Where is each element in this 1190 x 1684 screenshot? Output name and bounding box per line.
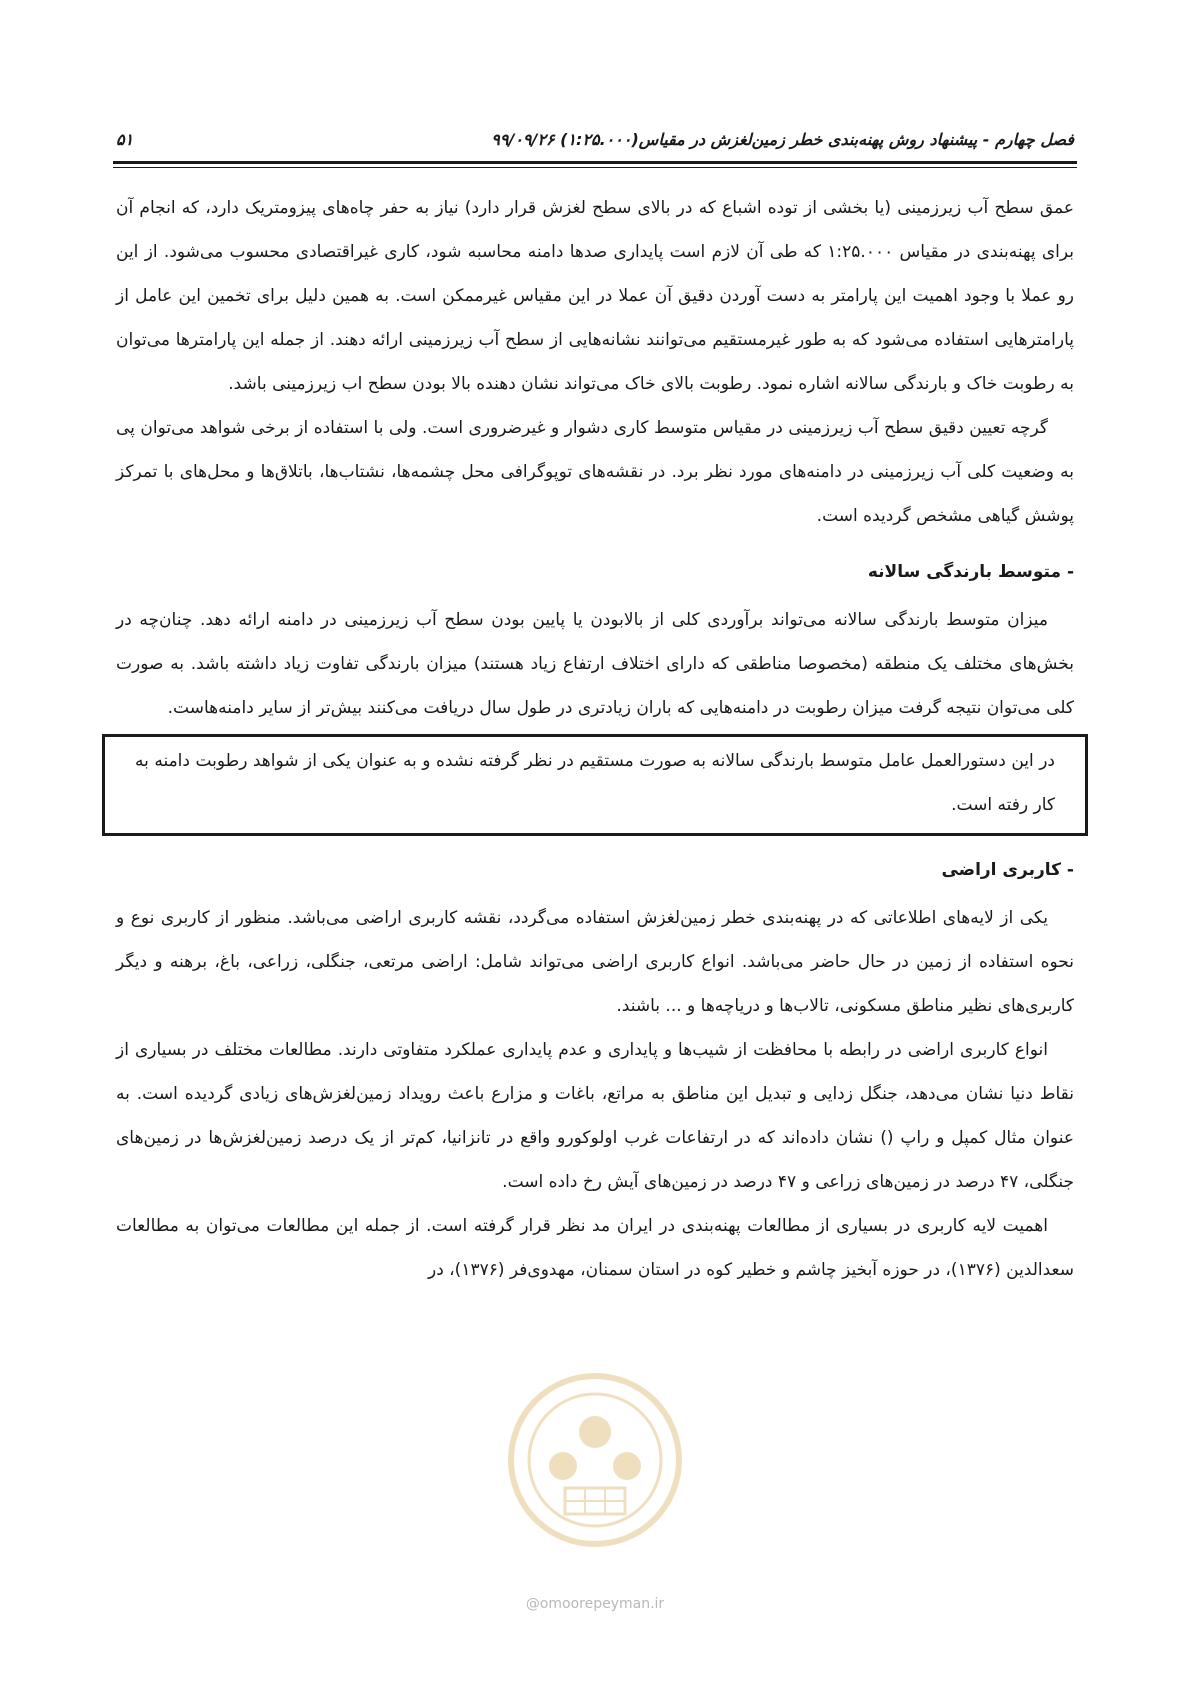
chapter-title: فصل چهارم - پیشنهاد روش پهنه‌بندی خطر زمین‌لغزش در مقیاس(۱:۲۵.۰۰۰) ۹۹/۰۹/۲۶ xyxy=(491,130,1074,149)
header-rule-thin xyxy=(113,167,1077,168)
paragraph: یکی از لایه‌های اطلاعاتی که در پهنه‌بندی خطر زمین‌لغزش استفاده می‌گردد، نقشه کاربری اراضی می‌باشد. منظور از کاربری نوع و نحوه استفاده از زمین در حال حاضر می‌باشد. انواع کاربری اراضی می‌تواند شامل: اراضی مرتعی، جنگلی، زراعی، باغ، برهنه و دیگر کاربری‌های نظیر مناطق مسکونی، تالاب‌ها و دریاچه‌ها و ... باشند. xyxy=(116,908,1074,1016)
note-text: در این دستورالعمل عامل متوسط بارندگی سالانه به صورت مستقیم در نظر گرفته نشده و به عنوان یکی از شواهد رطوبت دامنه به کار رفته است. xyxy=(135,751,1055,815)
paragraph: انواع کاربری اراضی در رابطه با محافظت از شیب‌ها و پایداری و عدم پایداری عملکرد متفاوتی دارند. مطالعات مختلف در بسیاری از نقاط دنیا نشان می‌دهد، جنگل زدایی و تبدیل این مناطق به مراتع، باغات و مزارع باعث رویداد زمین‌لغزش‌های زیادی گردیده است. به عنوان مثال کمپل و راپ () نشان داده‌اند که در ارتفاعات غرب اولوکورو واقع در تانزانیا، کم‌تر از یک درصد زمین‌لغزش‌ها در زمین‌های جنگلی، ۴۷ درصد در زمین‌های زراعی و ۴۷ درصد در زمین‌های آیش رخ داده است. xyxy=(116,1040,1074,1192)
note-box xyxy=(102,734,1088,836)
paragraph: عمق سطح آب زیرزمینی (یا بخشی از توده اشباع که در بالای سطح لغزش قرار دارد) نیاز به حفر چاه‌های پیزومتریک دارد، که انجام آن برای پهنه‌بندی در مقیاس ۱:۲۵.۰۰۰ که طی آن لازم است پایداری صدها دامنه محاسبه شود، کاری غیراقتصادی محسوب می‌شود. از این رو عملا با وجود اهمیت این پارامتر به دست آوردن دقیق آن عملا در این مقیاس غیرممکن است. به همین دلیل برای تخمین این عامل از پارامترهایی استفاده می‌شود که به طور غیرمستقیم می‌توانند نشانه‌هایی از سطح آب زیرزمینی ارائه دهند. از جمله این پارامترها می‌توان به رطوبت خاک و بارندگی سالانه اشاره نمود. رطوبت بالای خاک می‌تواند نشان دهنده بالا بودن سطح اب زیرزمینی باشد. xyxy=(116,198,1074,394)
running-header xyxy=(116,130,1074,149)
header-rule-thick xyxy=(113,161,1077,164)
body-text xyxy=(116,186,1074,1292)
paragraph: میزان متوسط بارندگی سالانه می‌تواند برآوردی کلی از بالابودن یا پایین بودن سطح آب زیرزمینی در دامنه ارائه دهد. چنان‌چه در بخش‌های مختلف یک منطقه (مخصوصا مناطقی که دارای اختلاف ارتفاع زیاد هستند) میزان بارندگی تفاوت زیاد داشته باشد. به صورت کلی می‌توان نتیجه گرفت میزان رطوبت در دامنه‌هایی که باران زیادتری در طول سال دریافت می‌کنند بیش‌تر از سایر دامنه‌هاست. xyxy=(116,610,1074,718)
watermark-logo xyxy=(505,1370,685,1550)
paragraph: اهمیت لایه کاربری در بسیاری از مطالعات پهنه‌بندی در ایران مد نظر قرار گرفته است. از جمله این مطالعات می‌توان به مطالعات سعدالدین (۱۳۷۶)، در حوزه آبخیز چاشم و خطیر کوه در استان سمنان، مهدوی‌فر (۱۳۷۶)، در xyxy=(116,1216,1074,1280)
page-number: ۵۱ xyxy=(116,130,134,149)
watermark-url: @omoorepeyman.ir xyxy=(525,1596,665,1612)
section-heading: - کاربری اراضی xyxy=(941,860,1074,880)
section-heading: - متوسط بارندگی سالانه xyxy=(867,562,1074,582)
paragraph: گرچه تعیین دقیق سطح آب زیرزمینی در مقیاس متوسط کاری دشوار و غیرضروری است. ولی با استفاده از برخی شواهد می‌توان پی به وضعیت کلی آب زیرزمینی در دامنه‌های مورد نظر برد. در نقشه‌های توپوگرافی محل چشمه‌ها، نشتاب‌ها، باتلاق‌ها و محل‌های با تمرکز پوشش گیاهی مشخص گردیده است. xyxy=(116,418,1074,526)
